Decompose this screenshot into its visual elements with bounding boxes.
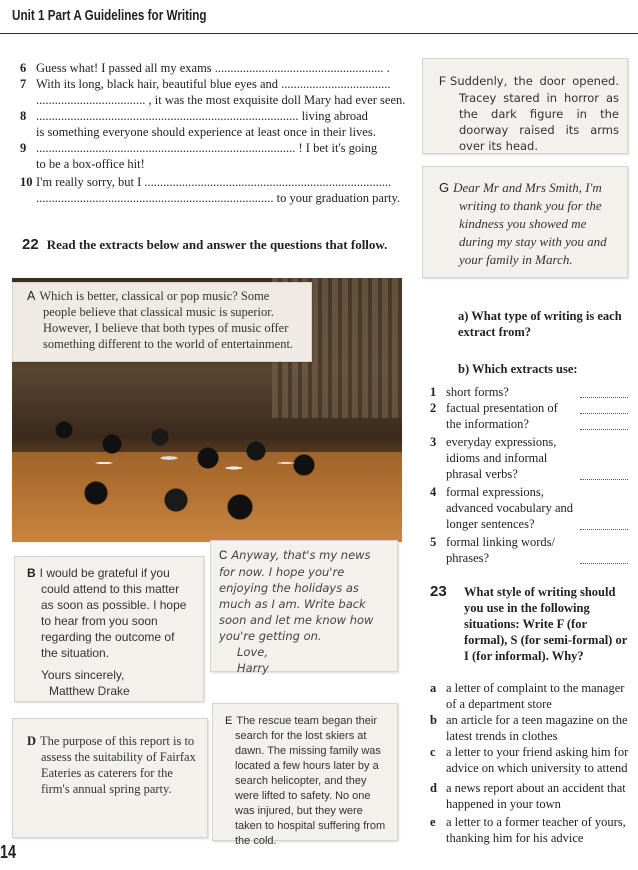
answer-blank[interactable] <box>580 552 628 564</box>
use-item-1: 1 short forms? <box>430 384 630 400</box>
use-item-5: 5 formal linking words/ phrases? <box>430 534 630 566</box>
answer-blank[interactable] <box>580 386 628 398</box>
extract-g: G Dear Mr and Mrs Smith, I'm writing to thank you for the kindness you showed me during my stay with you and your family in March. <box>422 166 628 278</box>
music-stands <box>52 438 312 488</box>
situation-c: c a letter to your friend asking him for advice on which university to attend <box>430 745 629 775</box>
answer-blank[interactable] <box>580 468 628 480</box>
page-header <box>0 0 638 34</box>
situation-e: e a letter to a former teacher of yours, thanking him for his advice <box>430 815 626 845</box>
situation-a: a a letter of complaint to the manager of a department store <box>430 681 625 711</box>
answer-blank[interactable] <box>580 402 628 414</box>
exercise-item-8: 8 .................................................................................... living abroad is something everyone should experience at least once in their lives. <box>20 109 376 139</box>
section-23-heading: 23 What style of writing should you use in the following situations: Write F (for formal), S (for semi-formal) or I (for informal). Why? <box>430 583 628 663</box>
exercise-item-6: 6 Guess what! I passed all my exams ...................................................... . <box>20 61 390 75</box>
extract-c: C Anyway, that's my news for now. I hope you're enjoying the holidays as much as I am. Write back soon and let me know how you're getting on. Love, Harry <box>210 540 398 672</box>
use-item-4: 4 formal expressions, advanced vocabulary and longer sentences? <box>430 484 630 532</box>
situation-b: b an article for a teen magazine on the latest trends in clothes <box>430 713 628 743</box>
answer-blank[interactable] <box>580 418 628 430</box>
use-item-3: 3 everyday expressions, idioms and informal phrasal verbs? <box>430 434 630 482</box>
extract-b: B I would be grateful if you could attend to this matter as soon as possible. I hope to hear from you soon regarding the outcome of the situation. Yours sincerely, Matthew Drake <box>14 556 204 702</box>
question-b: b) Which extracts use: <box>458 362 578 376</box>
extract-a: A Which is better, classical or pop music? Some people believe that classical music is superior. However, I believe that both types of music offer something different to the world of entertainment. <box>12 282 312 362</box>
exercise-item-10: 10 I'm really sorry, but I ............................................................................... ............................................................................ to your graduation party. <box>20 175 401 205</box>
exercise-item-7: 7 With its long, black hair, beautiful blue eyes and ................................... ................................... , it was the most exquisite doll Mary had ever seen. <box>20 77 406 107</box>
extract-f: F Suddenly, the door opened. Tracey stared in horror as the dark figure in the doorway raised its arms over its head. <box>422 58 628 154</box>
page-number: 14 <box>0 842 17 862</box>
use-item-2: 2 factual presentation of the information? <box>430 400 630 432</box>
extract-d: D The purpose of this report is to assess the suitability of Fairfax Eateries as caterers for the firm's annual spring party. <box>12 718 208 838</box>
exercise-item-9: 9 ................................................................................... ! I bet it's going to be a box-office hit! <box>20 141 378 171</box>
answer-blank[interactable] <box>580 518 628 530</box>
section-22-heading: 22 Read the extracts below and answer the questions that follow. <box>22 236 388 253</box>
extract-e: E The rescue team began their search for the lost skiers at dawn. The missing family was located a few hours later by a search helicopter, and they were lifted to safety. No one was injured, but they were taken to hospital suffering from the cold. <box>212 703 398 841</box>
question-a: a) What type of writing is each extract from? <box>458 309 622 339</box>
unit-title: Unit 1 Part A Guidelines for Writing <box>12 7 207 24</box>
situation-d: d a news report about an accident that happened in your town <box>430 781 626 811</box>
